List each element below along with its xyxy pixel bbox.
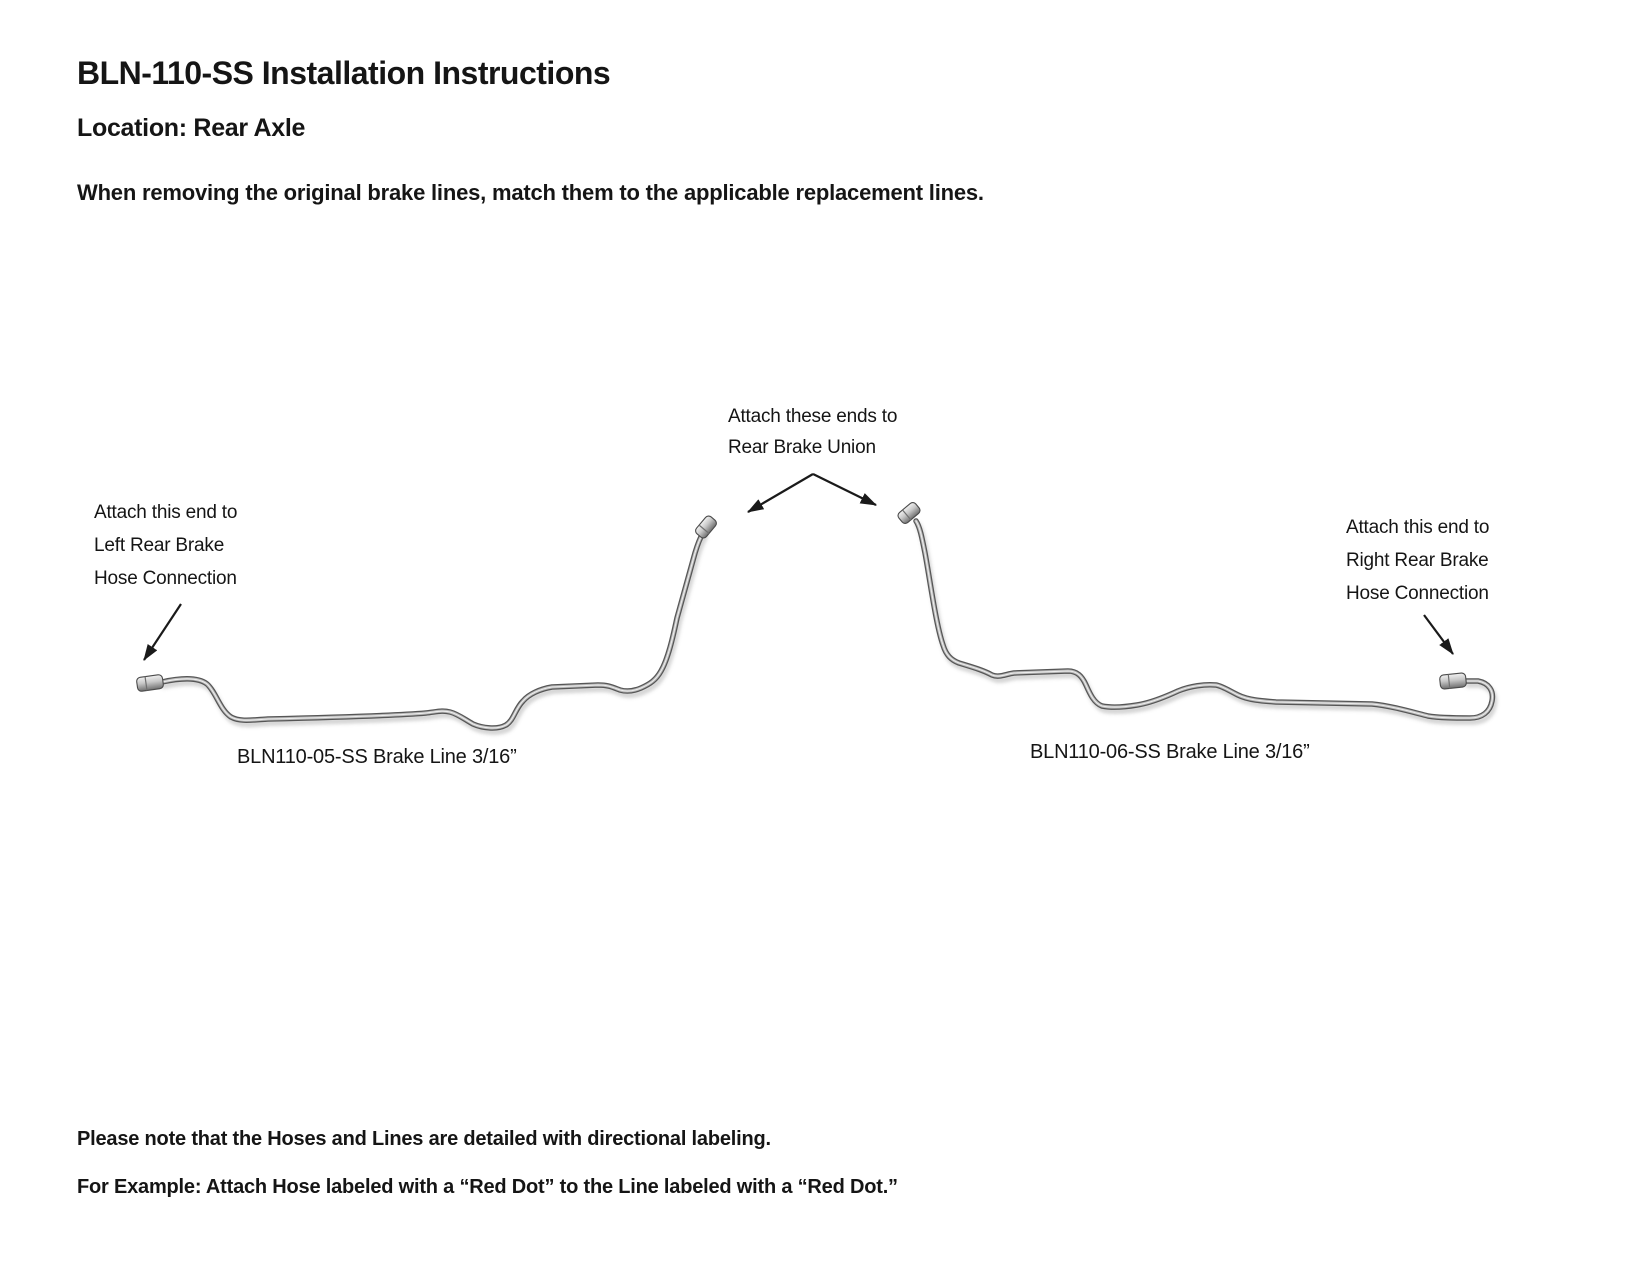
left-line-left-fitting [136, 674, 164, 691]
location-subtitle: Location: Rear Axle [77, 114, 306, 142]
left-line-part-label: BLN110-05-SS Brake Line 3/16” [237, 746, 517, 768]
right-hose-annotation-line: Attach this end to [1346, 517, 1490, 538]
red-dot-example-note: For Example: Attach Hose labeled with a “Red Dot” to the Line labeled with a “Red Dot.” [77, 1176, 898, 1198]
right-line-part-label: BLN110-06-SS Brake Line 3/16” [1030, 741, 1310, 763]
right-hose-annotation-line: Hose Connection [1346, 583, 1489, 604]
right-line-right-fitting [1439, 673, 1466, 690]
annotation-arrows [144, 474, 1453, 660]
union-annotation-line: Rear Brake Union [728, 437, 876, 458]
union-annotation [728, 401, 897, 463]
right-hose-arrow [1424, 615, 1453, 654]
directional-labeling-note: Please note that the Hoses and Lines are detailed with directional labeling. [77, 1128, 771, 1150]
left-hose-annotation-line: Attach this end to [94, 502, 238, 523]
left-brake-line-tube [162, 533, 703, 728]
left-hose-annotation [94, 496, 237, 595]
left-hose-annotation-line: Hose Connection [94, 568, 237, 589]
left-brake-line-tube-highlight [162, 533, 703, 728]
union-arrow-left [748, 474, 813, 512]
left-hose-arrow [144, 604, 181, 660]
left-hose-annotation-line: Left Rear Brake [94, 535, 225, 556]
right-hose-annotation-line: Right Rear Brake [1346, 550, 1489, 571]
right-hose-annotation [1346, 511, 1489, 610]
left-brake-line-shadow [164, 537, 705, 732]
union-arrow-right [813, 474, 876, 505]
page-title: BLN-110-SS Installation Instructions [77, 55, 611, 91]
left-line-union-fitting [694, 514, 718, 539]
intro-text: When removing the original brake lines, match them to the applicable replacement lines. [77, 180, 984, 205]
left-brake-line-tube-mid [162, 533, 703, 728]
union-annotation-line: Attach these ends to [728, 406, 898, 427]
